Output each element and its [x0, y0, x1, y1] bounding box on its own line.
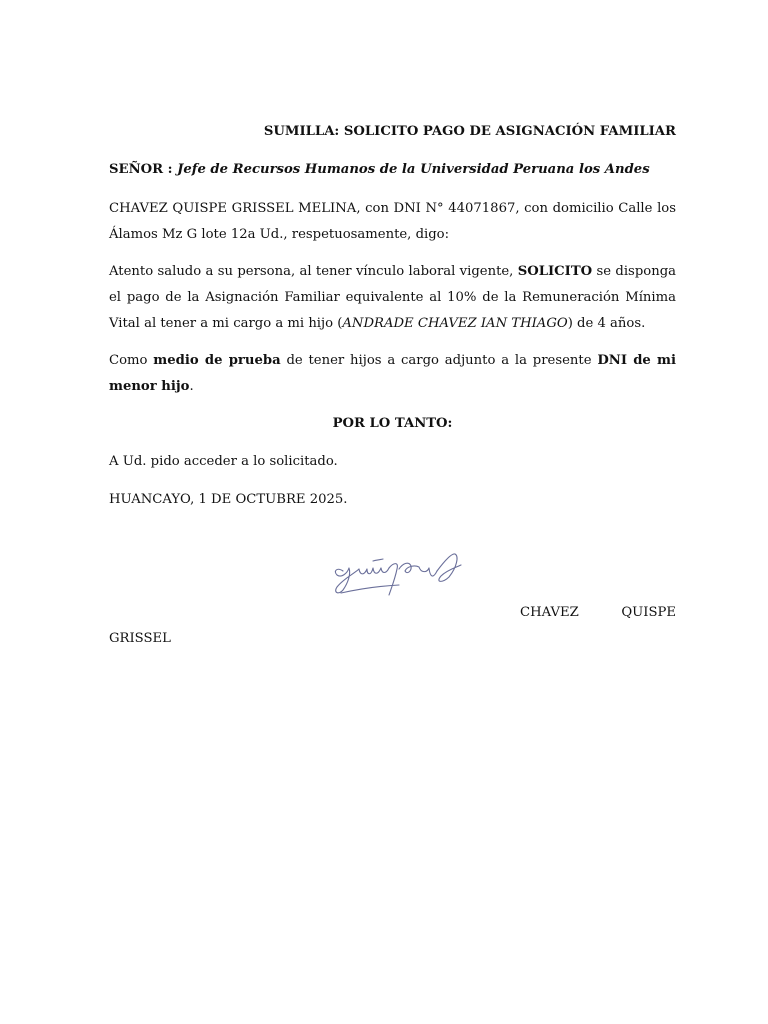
solicito-keyword: SOLICITO [517, 264, 593, 279]
signatory-surname-1: CHAVEZ [520, 605, 579, 620]
handwritten-signature [329, 549, 465, 597]
signatory-surname-2: QUISPE [621, 605, 676, 620]
por-lo-tanto-heading: POR LO TANTO: [332, 416, 453, 431]
proof-keyword: medio de prueba [153, 353, 281, 368]
request-paragraph: Atento saludo a su persona, al tener vínculo laboral vigente, SOLICITO se disponga el pago de la Asignación Familiar equivalente al 10% de la Remuneración Mínima Vital al tener a mi cargo a mi hijo (ANDRADE CHAVEZ IAN THIAGO) de 4 años. [109, 264, 676, 331]
recipient-name: Jefe de Recursos Humanos de la Universidad Peruana los Andes [177, 162, 650, 177]
petition-line: A Ud. pido acceder a lo solicitado. [109, 454, 338, 469]
signatory-first-name: GRISSEL [109, 631, 171, 646]
sumilla-heading: SUMILLA: SOLICITO PAGO DE ASIGNACIÓN FAMILIAR [263, 124, 676, 139]
intro-paragraph: CHAVEZ QUISPE GRISSEL MELINA, con DNI N° 44071867, con domicilio Calle los Álamos Mz G lote 12a Ud., respetuosamente, digo: [109, 201, 676, 242]
recipient-line [109, 157, 676, 183]
dni-keyword: DNI de mi menor hijo [109, 353, 676, 394]
proof-paragraph: Como medio de prueba de tener hijos a cargo adjunto a la presente DNI de mi menor hijo. [109, 353, 676, 394]
signatory-name-line [109, 600, 676, 626]
child-name: ANDRADE CHAVEZ IAN THIAGO [342, 316, 568, 331]
senor-label: SEÑOR : [109, 162, 178, 177]
place-date-line: HUANCAYO, 1 DE OCTUBRE 2025. [109, 492, 348, 507]
